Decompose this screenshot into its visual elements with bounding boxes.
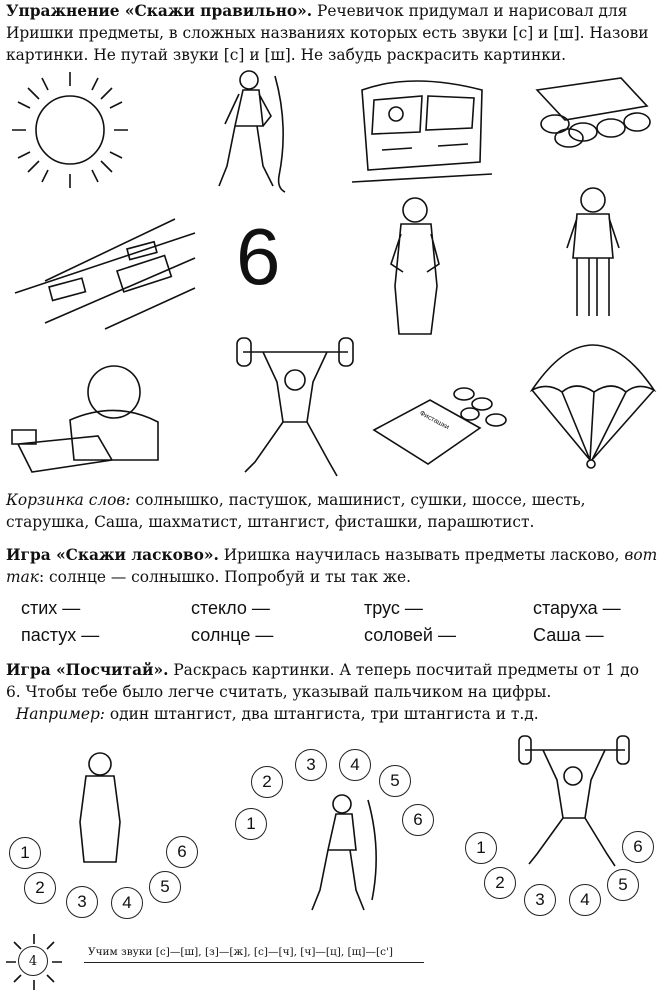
- six-digit-picture: 6: [236, 212, 281, 301]
- count-circle-6c: 6: [622, 831, 654, 863]
- basket-paragraph: [6, 489, 658, 533]
- train-driver-picture: [352, 70, 492, 185]
- exercise-text: Речевичок придумал и нарисовал для Иришки предметы, в сложных названиях которых есть звуки [с] и [ш]. Назови картинки. Не путай звуки [с] и [ш]. Не забудь раскрасить картинки.: [6, 2, 649, 64]
- count-circle-1b: 1: [235, 808, 267, 840]
- shepherd-boy-picture: [205, 66, 295, 196]
- basket-label: Корзинка слов:: [6, 491, 131, 509]
- count-circle-4c: 4: [569, 884, 601, 916]
- count-circle-3c: 3: [524, 884, 556, 916]
- example-label: Например:: [15, 705, 105, 723]
- exercise-paragraph: [6, 0, 658, 66]
- chess-player-picture: [8, 360, 168, 480]
- count-old-woman-picture: [70, 750, 130, 870]
- count-circle-3b: 3: [295, 749, 327, 781]
- word-starukha: старуха —: [533, 598, 621, 618]
- basket-text: солнышко, пастушок, машинист, сушки, шоссе, шесть, старушка, Саша, шахматист, штангист, фисташки, парашютист.: [6, 491, 586, 531]
- game-affection-text2: : солнце — солнышко. Попробуй и ты так же.: [38, 568, 411, 586]
- count-circle-5: 5: [149, 871, 181, 903]
- footer-text: Учим звуки [с]—[ш], [з]—[ж], [с]—[ч], [ч]—[ц], [щ]—[с']: [88, 946, 393, 958]
- word-pastukh: пастух —: [21, 625, 100, 645]
- highway-picture: [5, 213, 195, 333]
- exercise-title: Упражнение «Скажи правильно».: [6, 2, 313, 20]
- boy-sasha-picture: [563, 184, 623, 324]
- old-woman-picture: [385, 194, 445, 344]
- game-count-paragraph: [6, 659, 658, 725]
- count-circle-3: 3: [66, 886, 98, 918]
- game-affection-paragraph: [6, 544, 658, 588]
- sushki-picture: [525, 76, 655, 151]
- word-solntse: солнце —: [191, 625, 274, 645]
- game-count-text: Раскрась картинки. А теперь посчитай предметы от 1 до 6. Чтобы тебе было легче считать, указывай пальчиком на цифры.: [6, 661, 639, 701]
- example-text: один штангист, два штангиста, три штангиста и т.д.: [104, 705, 539, 723]
- word-steklo: стекло —: [191, 598, 270, 618]
- game-affection-title: Игра «Скажи ласково».: [6, 546, 219, 564]
- count-circle-1c: 1: [465, 832, 497, 864]
- count-circle-4: 4: [111, 887, 143, 919]
- count-circle-2b: 2: [251, 766, 283, 798]
- game-count-title: Игра «Посчитай».: [6, 661, 169, 679]
- count-weightlifter-picture: [517, 726, 632, 876]
- sun-picture: [8, 68, 133, 193]
- word-sasha: Саша —: [533, 625, 604, 645]
- count-shepherd-picture: [298, 792, 388, 922]
- word-stikh: стих —: [21, 598, 81, 618]
- parachutist-picture: [528, 320, 658, 480]
- count-circle-4b: 4: [339, 749, 371, 781]
- word-trus: трус —: [364, 598, 423, 618]
- count-circle-5c: 5: [607, 869, 639, 901]
- game-affection-text1: Иришка научилась называть предметы ласково,: [218, 546, 625, 564]
- count-circle-6: 6: [166, 836, 198, 868]
- game-affection-italic: вот так: [6, 546, 658, 586]
- count-circle-5b: 5: [379, 765, 411, 797]
- count-circle-2c: 2: [484, 867, 516, 899]
- pistachio-bag-label: Фисташки: [418, 409, 451, 432]
- count-circle-1: 1: [9, 837, 41, 869]
- count-circle-6b: 6: [402, 804, 434, 836]
- footer-divider: [84, 962, 424, 963]
- word-solovey: соловей —: [364, 625, 456, 645]
- weightlifter-picture: [233, 322, 358, 487]
- count-circle-2: 2: [24, 872, 56, 904]
- page-number: 4: [18, 946, 48, 976]
